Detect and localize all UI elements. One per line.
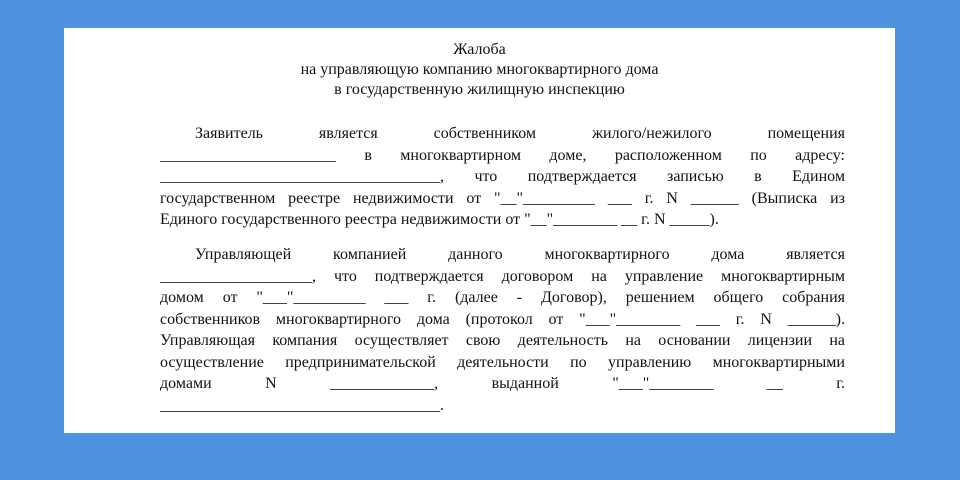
paragraph-line: ___________________, что подтверждается договором на управление многоквартирным xyxy=(160,267,845,285)
title-line-1: Жалоба xyxy=(453,41,506,58)
paragraph-line: Заявитель является собственником жилого/нежилого помещения xyxy=(195,125,845,142)
paragraph-line: домами N _____________, выданной "___"________ __ г. xyxy=(160,375,845,392)
paragraph-line: Управляющая компания осуществляет свою деятельность на основании лицензии на xyxy=(160,332,845,349)
paragraph-line: Управляющей компанией данного многоквартирного дома является xyxy=(195,246,845,263)
paragraph-line: государственном реестре недвижимости от "__"_________ ___ г. N ______ (Выписка из xyxy=(160,189,845,207)
paragraph-line: осуществление предпринимательской деятельности по управлению многоквартирными xyxy=(160,353,845,371)
title-line-2: на управляющую компанию многоквартирного дома xyxy=(300,61,659,78)
paragraph-line: ______________________ в многоквартирном доме, расположенном по адресу: xyxy=(160,146,845,164)
paragraph-line: собственников многоквартирного дома (протокол от "___"________ ___ г. N ______). xyxy=(160,310,845,328)
paragraph-applicant xyxy=(160,123,845,231)
paragraph-line: домом от "___"_________ ___ г. (далее - Договор), решением общего собрания xyxy=(160,289,845,306)
paragraph-management-company xyxy=(160,244,845,416)
paragraph-line: Единого государственного реестра недвижимости от "__"________ __ г. N _____). xyxy=(160,211,719,228)
title-line-3: в государственную жилищную инспекцию xyxy=(334,81,625,98)
document-title xyxy=(64,40,895,100)
paragraph-line: ___________________________________, что подтверждается записью в Едином xyxy=(160,168,845,185)
paragraph-line: ___________________________________. xyxy=(160,396,444,414)
document-sheet xyxy=(64,28,895,433)
